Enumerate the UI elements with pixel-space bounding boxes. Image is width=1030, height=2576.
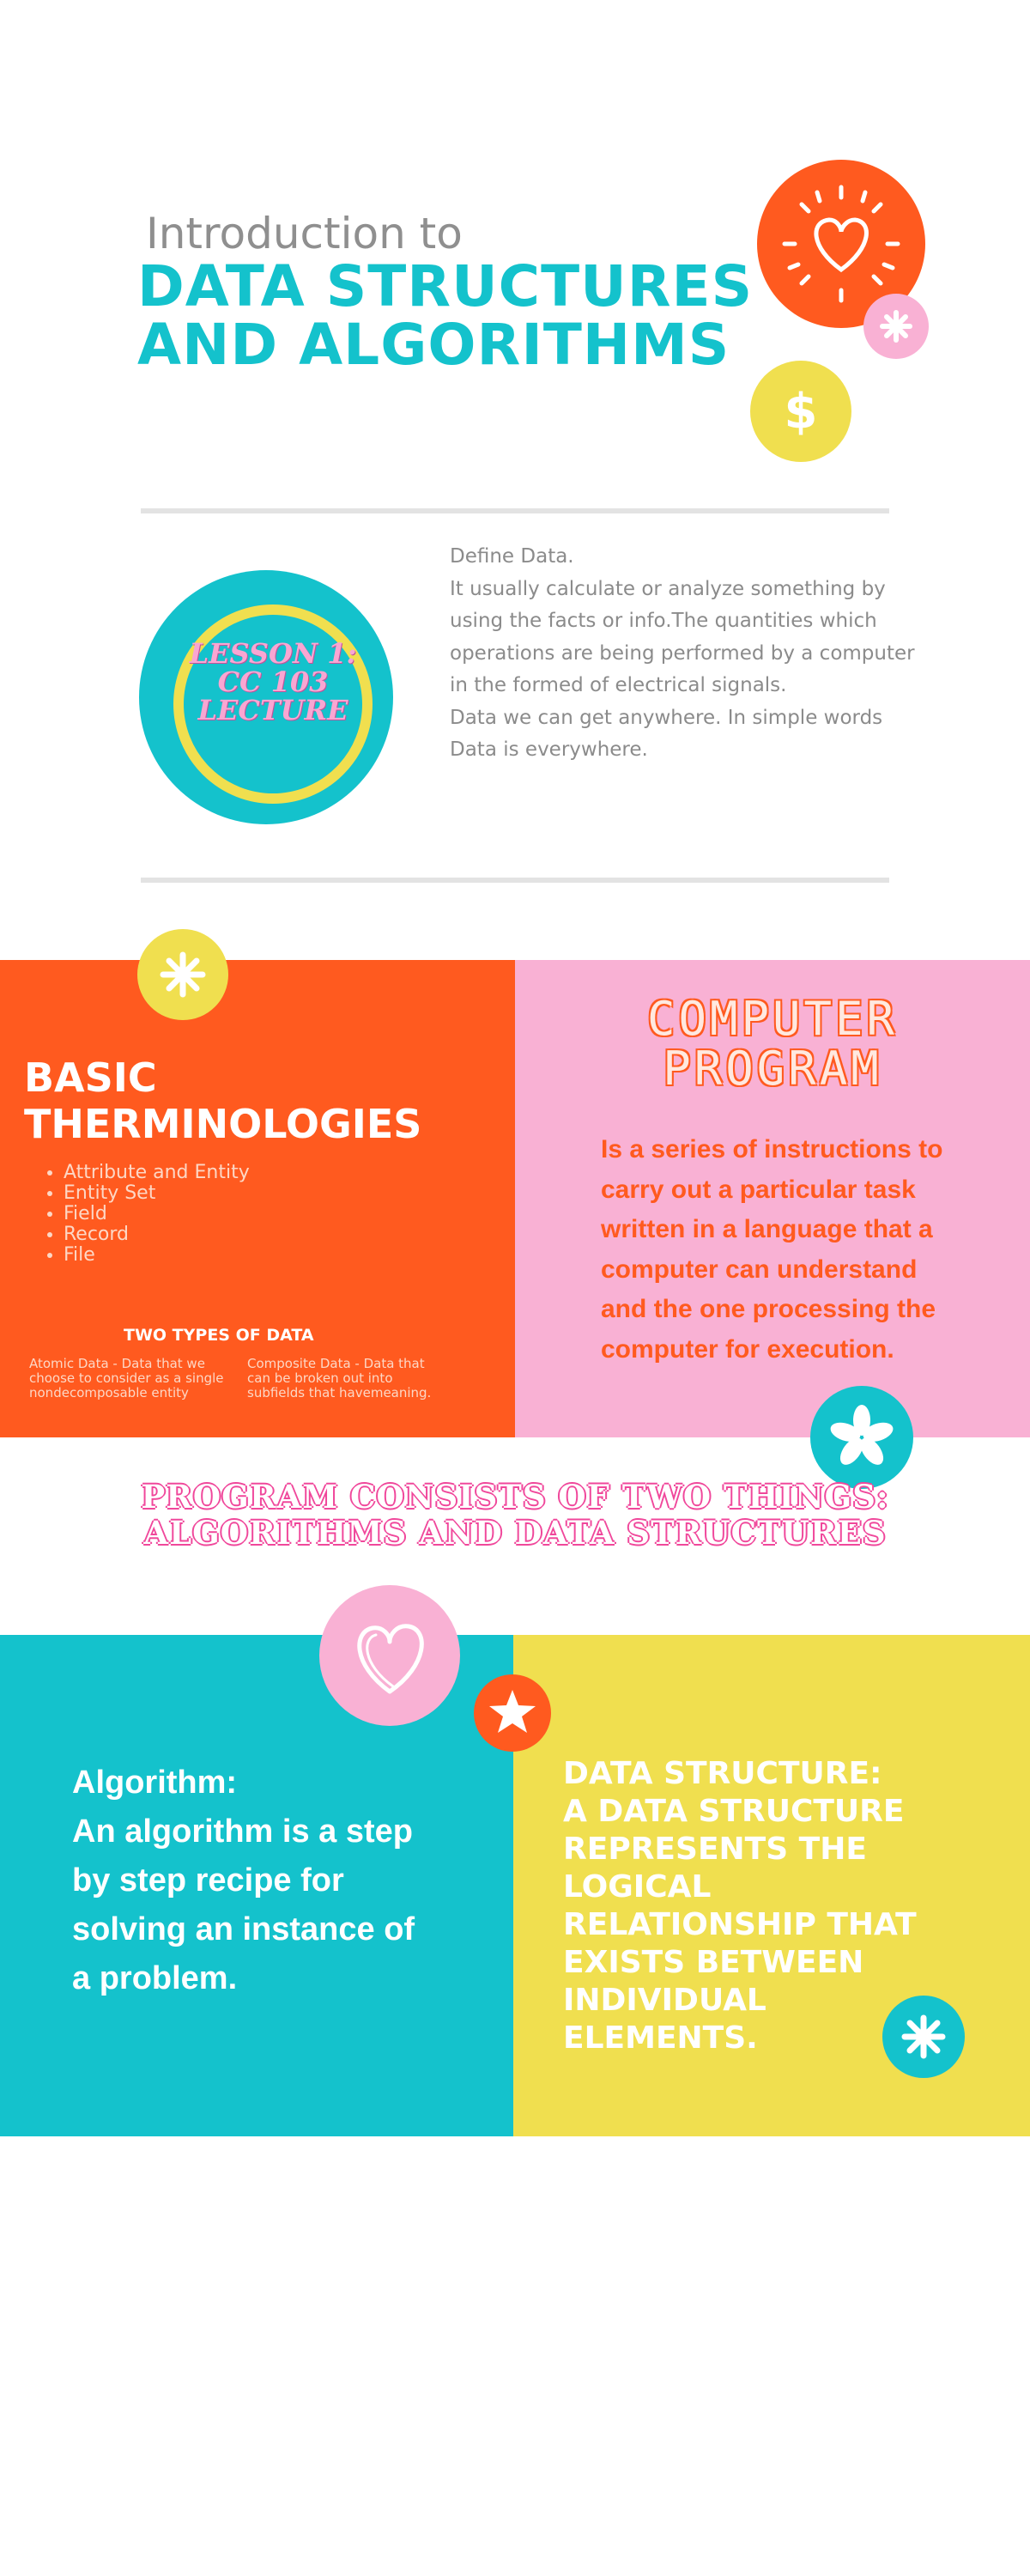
atomic-data-text: Atomic Data - Data that we choose to consider as a single nondecomposable entity [29, 1356, 224, 1400]
svg-text:$: $ [784, 384, 818, 440]
basic-title-line-1: BASIC [24, 1054, 157, 1101]
data-structure-text: DATA STRUCTURE: A DATA STRUCTURE REPRESENTS THE LOGICAL RELATIONSHIP THAT EXISTS BETWEEN INDIVIDUAL ELEMENTS. [563, 1756, 917, 2056]
flower-icon [810, 1386, 913, 1489]
dollar-circle [750, 361, 851, 462]
divider-top [141, 508, 889, 513]
lesson-line-3: LECTURE [197, 694, 348, 726]
two-types-heading: TWO TYPES OF DATA [124, 1326, 314, 1345]
sparkle-icon [137, 929, 228, 1020]
basic-title-line-2: THERMINOLOGIES [24, 1101, 422, 1147]
intro-text: Introduction to [146, 209, 463, 258]
heart-icon [319, 1585, 460, 1726]
dollar-icon [750, 361, 851, 462]
page-title: DATA STRUCTURES AND ALGORITHMS [137, 253, 754, 378]
list-item: • Record [64, 1224, 252, 1245]
list-item: • File [64, 1245, 252, 1266]
burst-circle [882, 1996, 965, 2078]
lesson-badge-label [173, 637, 373, 726]
sparkle-circle [863, 294, 929, 359]
sparkle-icon [863, 294, 929, 359]
sparkle-icon [882, 1996, 965, 2078]
list-item: • Entity Set [64, 1183, 252, 1204]
asterisk-circle [137, 929, 228, 1020]
program-title-line-2: PROGRAM [663, 1042, 882, 1096]
divider-bottom [141, 878, 889, 883]
basic-terminologies-title [24, 1054, 421, 1147]
algorithm-text: Algorithm: An algorithm is a step by step recipe for solving an instance of a problem. [72, 1765, 415, 1996]
computer-program-body: Is a series of instructions to carry out a particular task written in a language that a computer can understand and the one processing the computer for execution. [601, 1135, 943, 1364]
flower-circle [810, 1386, 913, 1489]
heart-circle [319, 1585, 460, 1726]
star-icon [474, 1674, 551, 1752]
define-data-text: Define Data. It usually calculate or analyze something by using the facts or info.The quantities which operations are being performed by a computer in the formed of electrical signals. Data we can get anywhere. In simple words Data is everywhere. [450, 545, 915, 761]
terminology-list [38, 1163, 252, 1266]
lesson-line-2: CC 103 [217, 665, 329, 698]
computer-program-title [592, 994, 953, 1094]
program-consists-heading: PROGRAM CONSISTS OF TWO THINGS: ALGORITHMS AND DATA STRUCTURES [141, 1478, 889, 1552]
list-item: • Attribute and Entity [64, 1163, 252, 1183]
composite-data-text: Composite Data - Data that can be broken out into subfields that havemeaning. [247, 1356, 432, 1400]
lesson-line-1: LESSON 1: [189, 637, 357, 670]
star-circle [474, 1674, 551, 1752]
list-item: • Field [64, 1204, 252, 1224]
program-title-line-1: COMPUTER [646, 992, 899, 1046]
